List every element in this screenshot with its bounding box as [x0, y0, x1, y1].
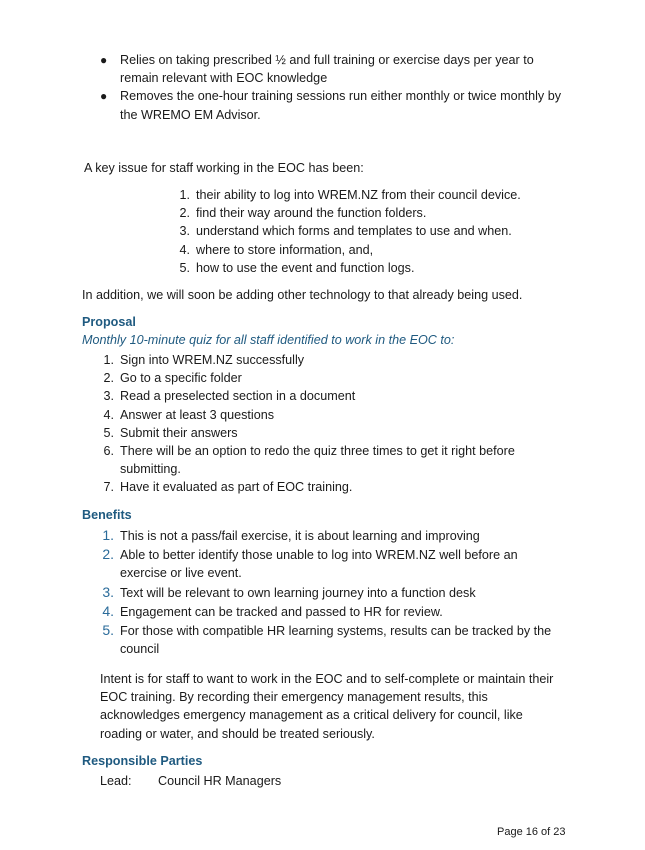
list-item — [96, 387, 556, 405]
list-text: find their way around the function folders. — [196, 206, 427, 221]
list-item — [96, 478, 556, 496]
lead-row — [100, 772, 281, 790]
list-number: 6. — [103, 444, 114, 459]
intent-paragraph: Intent is for staff to want to work in the EOC and to self-complete or maintain their EOC training. By recording their emergency management results, this acknowledges emergency management as a critical delivery for council, like roading or water, and should be treated seriously. — [100, 672, 554, 741]
list-number: 1. — [102, 527, 114, 543]
list-text: Go to a specific folder — [120, 371, 242, 386]
page-number: Page 16 of 23 — [497, 826, 566, 838]
list-text: Submit their answers — [120, 425, 238, 440]
list-text: This is not a pass/fail exercise, it is about learning and improving — [120, 529, 480, 543]
list-item — [96, 527, 566, 545]
list-number: 5. — [103, 425, 114, 440]
list-number: 3. — [103, 389, 114, 404]
lead-value: Council HR Managers — [158, 774, 282, 788]
bullet-item — [98, 87, 568, 123]
list-item — [96, 603, 566, 621]
proposal-list — [96, 351, 556, 497]
list-item — [172, 259, 521, 277]
list-number: 7. — [103, 480, 114, 495]
list-item — [96, 546, 566, 582]
list-number: 3. — [102, 583, 114, 600]
list-item — [172, 204, 521, 222]
list-item — [96, 424, 556, 442]
list-text: where to store information, and, — [196, 242, 374, 257]
list-item — [96, 351, 556, 369]
list-number: 1. — [179, 188, 190, 202]
proposal-subheading: Monthly 10-minute quiz for all staff identified to work in the EOC to: — [82, 333, 455, 347]
section-heading-proposal: Proposal — [82, 315, 136, 329]
list-text: Text will be relevant to own learning journey into a function desk — [120, 585, 476, 600]
list-text: Sign into WREM.NZ successfully — [120, 353, 305, 367]
list-number: 4. — [179, 242, 190, 257]
list-text: understand which forms and templates to use and when. — [196, 224, 512, 239]
list-number: 2. — [102, 546, 114, 563]
list-text: Read a preselected section in a document — [120, 389, 356, 404]
list-number: 4. — [103, 407, 114, 422]
issues-list — [172, 186, 521, 277]
bullet-item — [98, 51, 568, 87]
list-text: Answer at least 3 questions — [120, 407, 275, 422]
list-number: 1. — [103, 353, 114, 367]
section-heading-responsible-parties: Responsible Parties — [82, 754, 203, 768]
lead-label: Lead: — [100, 774, 132, 788]
list-number: 2. — [103, 371, 114, 386]
section-heading-benefits: Benefits — [82, 508, 132, 522]
list-text: their ability to log into WREM.NZ from their council device. — [196, 188, 521, 202]
list-item — [96, 584, 566, 602]
list-item — [96, 442, 556, 478]
list-item — [172, 186, 521, 204]
list-text: Able to better identify those unable to log into WREM.NZ well before an exercise or live event. — [120, 548, 518, 581]
list-item — [96, 406, 556, 424]
list-number: 5. — [179, 260, 190, 275]
list-text: There will be an option to redo the quiz three times to get it right before submitting. — [120, 444, 515, 477]
list-text: Engagement can be tracked and passed to HR for review. — [120, 604, 443, 619]
list-number: 3. — [179, 224, 190, 239]
addition-paragraph: In addition, we will soon be adding other technology to that already being used. — [82, 288, 523, 302]
bullet-text: Removes the one-hour training sessions run either monthly or twice monthly by the WREMO EM Advisor. — [120, 89, 561, 122]
list-item — [96, 369, 556, 387]
list-number: 5. — [102, 622, 114, 639]
list-number: 2. — [179, 206, 190, 221]
bullet-dot-icon: ● — [100, 89, 108, 104]
list-text: how to use the event and function logs. — [196, 260, 415, 275]
intro-paragraph: A key issue for staff working in the EOC has been: — [84, 161, 364, 175]
list-item — [96, 622, 566, 658]
top-bullet-list — [98, 51, 568, 124]
list-number: 4. — [102, 602, 114, 619]
bullet-text: Relies on taking prescribed ½ and full training or exercise days per year to remain relevant with EOC knowledge — [120, 53, 534, 86]
list-text: Have it evaluated as part of EOC training. — [120, 480, 353, 495]
list-item — [172, 222, 521, 240]
list-text: For those with compatible HR learning systems, results can be tracked by the council — [120, 624, 552, 657]
list-item — [172, 241, 521, 259]
benefits-list — [96, 527, 566, 659]
bullet-dot-icon: ● — [100, 53, 108, 67]
